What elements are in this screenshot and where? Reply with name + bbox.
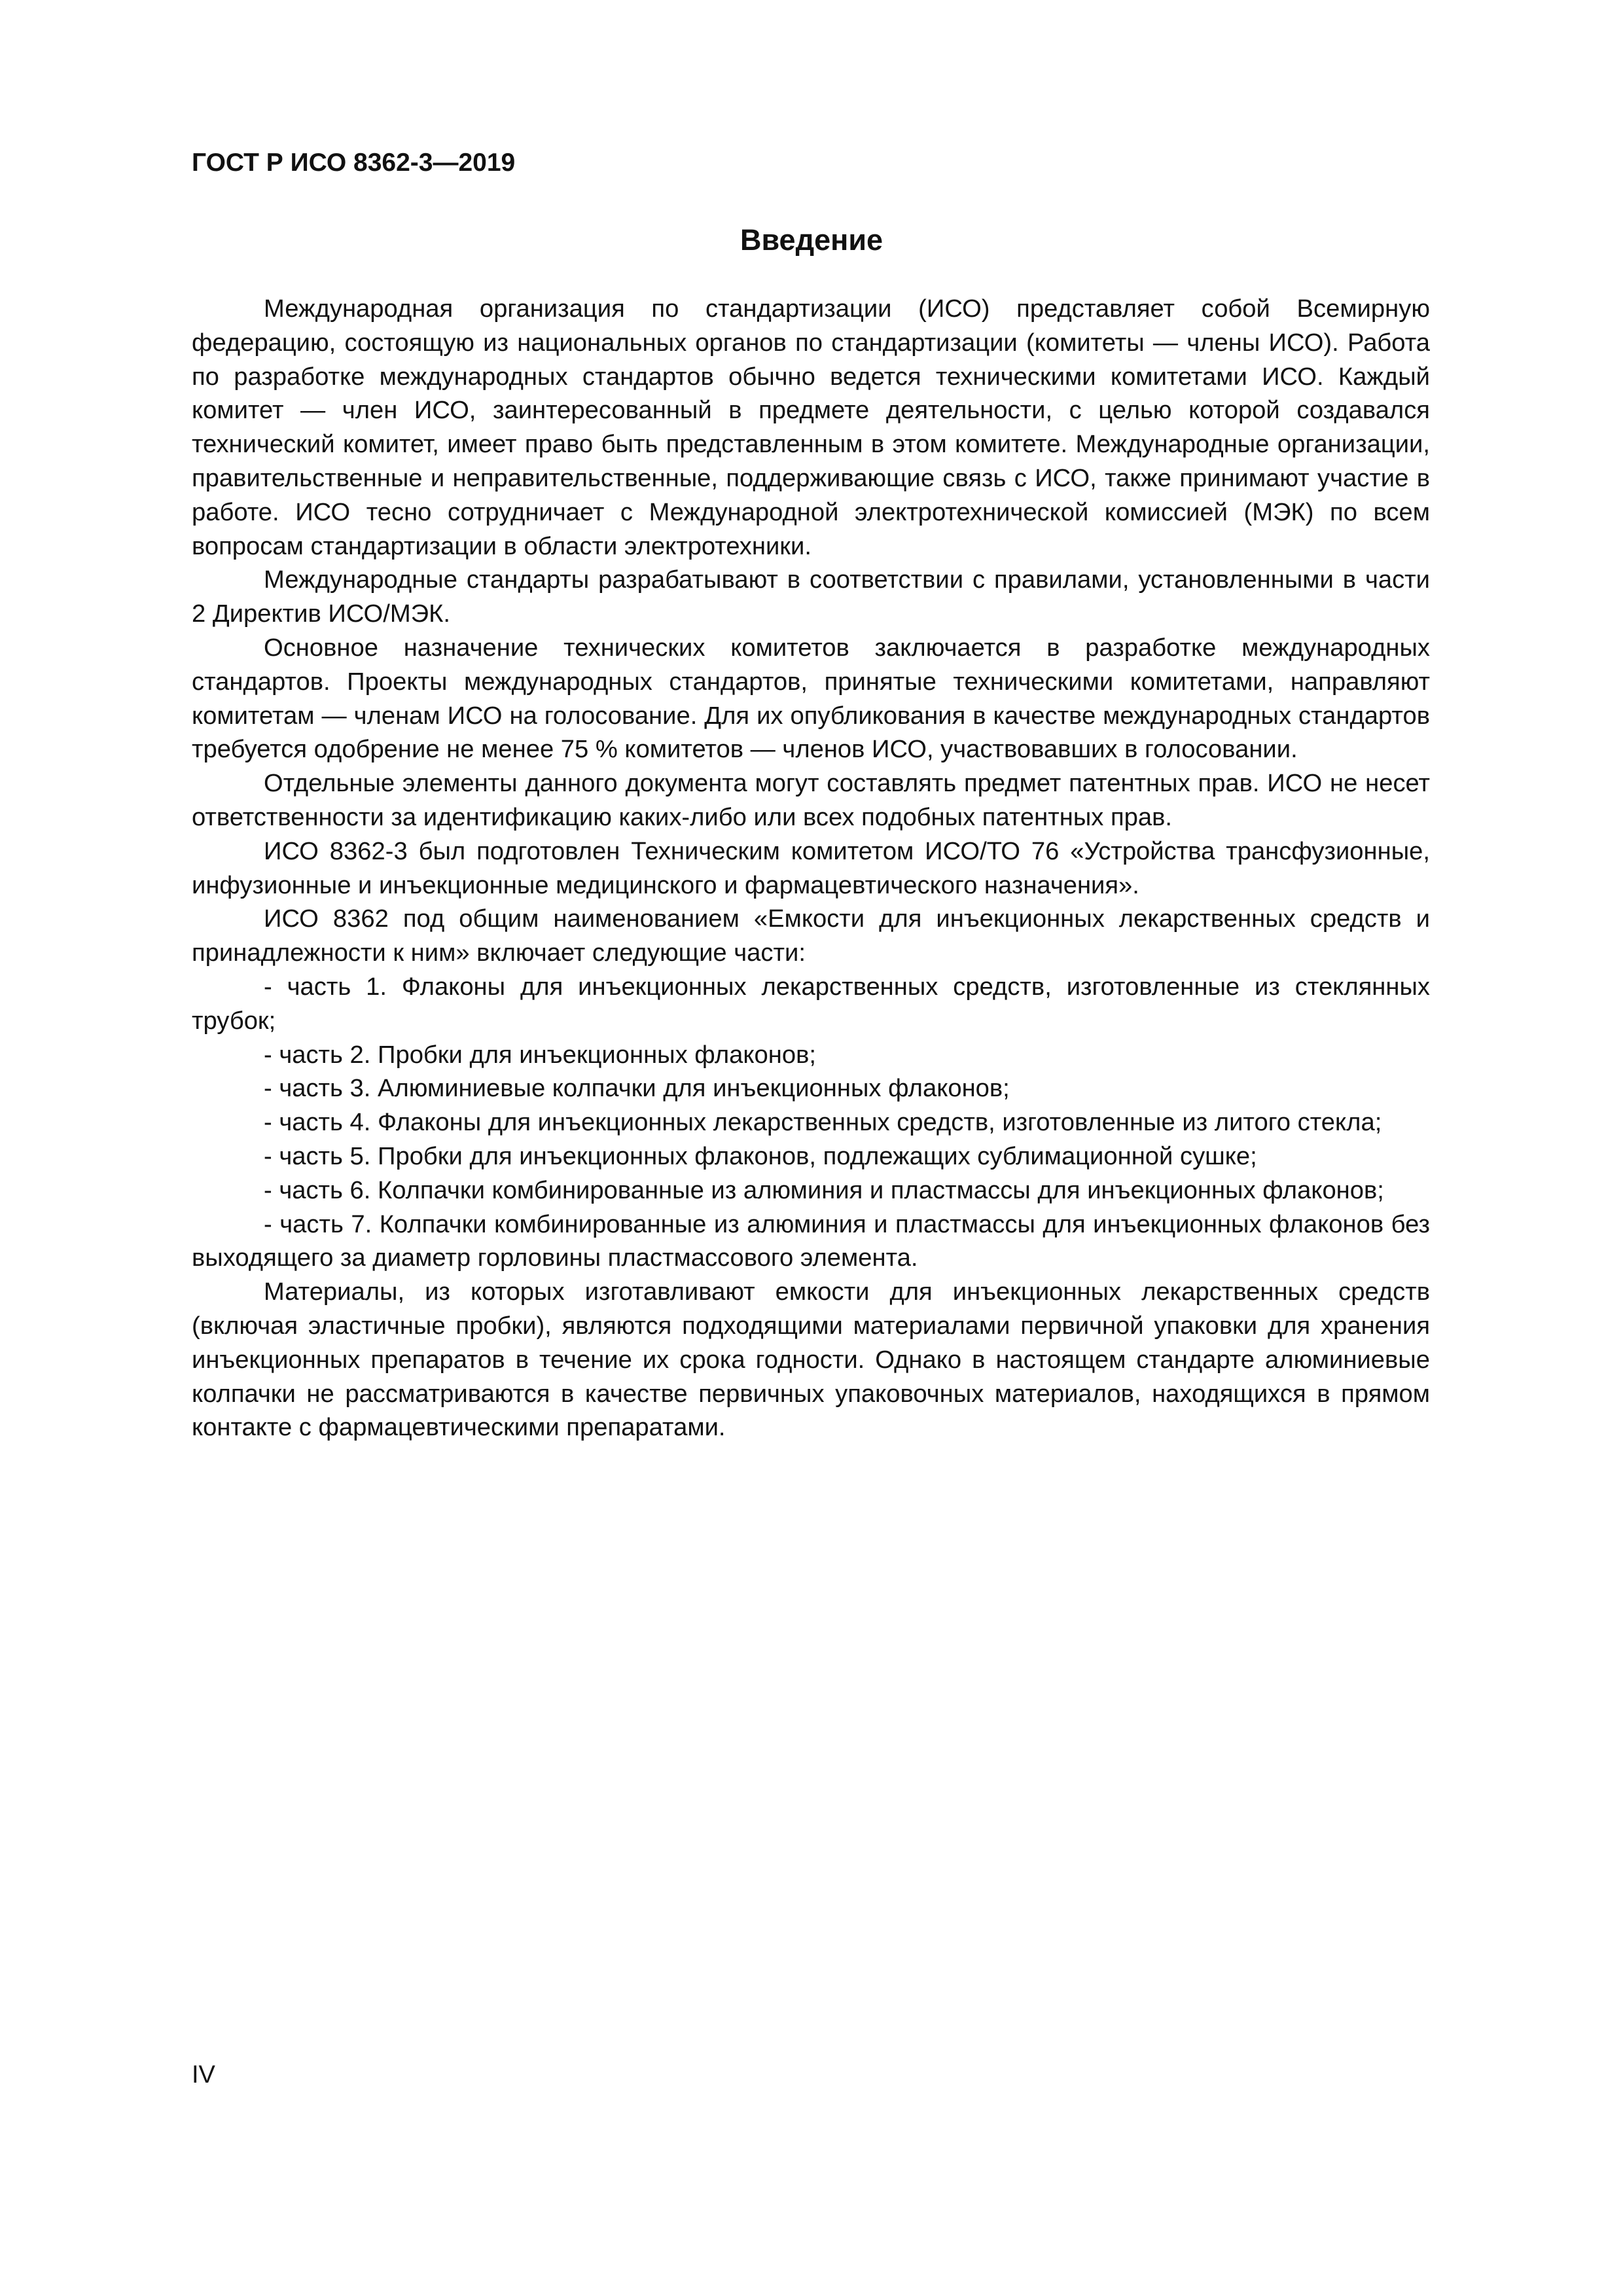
document-code: ГОСТ Р ИСО 8362-3—2019 bbox=[192, 149, 516, 177]
paragraph: ИСО 8362-3 был подготовлен Техническим комитетом ИСО/ТО 76 «Устройства трансфузионные, инфузионные и инъекционные медицинского и фармацевтического назначения». bbox=[192, 836, 1430, 899]
list-item-part-1: - часть 1. Флаконы для инъекционных лекарственных средств, изготовленные из стеклянных трубок; bbox=[192, 972, 1430, 1035]
paragraph: Международная организация по стандартизации (ИСО) представляет собой Всемирную федерацию, состоящую из национальных органов по стандартизации (комитеты — члены ИСО). Работа по разработке международных стандартов обычно ведется техническими комитетами ИСО. Каждый комитет — член ИСО, заинтересованный в предмете деятельности, с целью которой создавался технический комитет, имеет право быть представленным в этом комитете. Международные организации, правительственные и неправительственные, поддерживающие связь с ИСО, также принимают участие в работе. ИСО тесно сотрудничает с Международной электротехнической комиссией (МЭК) по всем вопросам стандартизации в области электротехники. bbox=[192, 295, 1430, 560]
section-title: Введение bbox=[740, 223, 883, 257]
paragraph: Основное назначение технических комитетов заключается в разработке международных стандартов. Проекты международных стандартов, принятые техническими комитетами, направляют комитетам — членам ИСО на голосование. Для их опубликования в качестве международных стандартов требуется одобрение не менее 75 % комитетов — членов ИСО, участвовавших в голосовании. bbox=[192, 633, 1430, 764]
page-number: IV bbox=[192, 2061, 215, 2089]
closing-paragraph: Материалы, из которых изготавливают емкости для инъекционных лекарственных средств (включая эластичные пробки), являются подходящими материалами первичной упаковки для хранения инъекционных препаратов в течение их срока годности. Однако в настоящем стандарте алюминиевые колпачки не рассматриваются в качестве первичных упаковочных материалов, находящихся в прямом контакте с фармацевтическими препаратами. bbox=[192, 1278, 1430, 1442]
introduction-body bbox=[192, 292, 1430, 1444]
paragraph: ИСО 8362 под общим наименованием «Емкости для инъекционных лекарственных средств и принадлежности к ним» включает следующие части: bbox=[192, 905, 1430, 967]
paragraph: Международные стандарты разрабатывают в соответствии с правилами, установленными в части 2 Директив ИСО/МЭК. bbox=[192, 565, 1430, 628]
list-item-part-3: - часть 3. Алюминиевые колпачки для инъекционных флаконов; bbox=[264, 1074, 1010, 1103]
list-item-part-4: - часть 4. Флаконы для инъекционных лекарственных средств, изготовленные из литого стекла; bbox=[264, 1108, 1382, 1137]
list-item-part-7: - часть 7. Колпачки комбинированные из алюминия и пластмассы для инъекционных флаконов без выходящего за диаметр горловины пластмассового элемента. bbox=[192, 1210, 1430, 1272]
paragraph: Отдельные элементы данного документа могут составлять предмет патентных прав. ИСО не несет ответственности за идентификацию каких-либо или всех подобных патентных прав. bbox=[192, 769, 1430, 831]
list-item-part-6: - часть 6. Колпачки комбинированные из алюминия и пластмассы для инъекционных флаконов; bbox=[264, 1175, 1384, 1204]
list-item-part-5: - часть 5. Пробки для инъекционных флаконов, подлежащих сублимационной сушке; bbox=[264, 1141, 1257, 1170]
list-item-part-2: - часть 2. Пробки для инъекционных флаконов; bbox=[264, 1040, 817, 1069]
